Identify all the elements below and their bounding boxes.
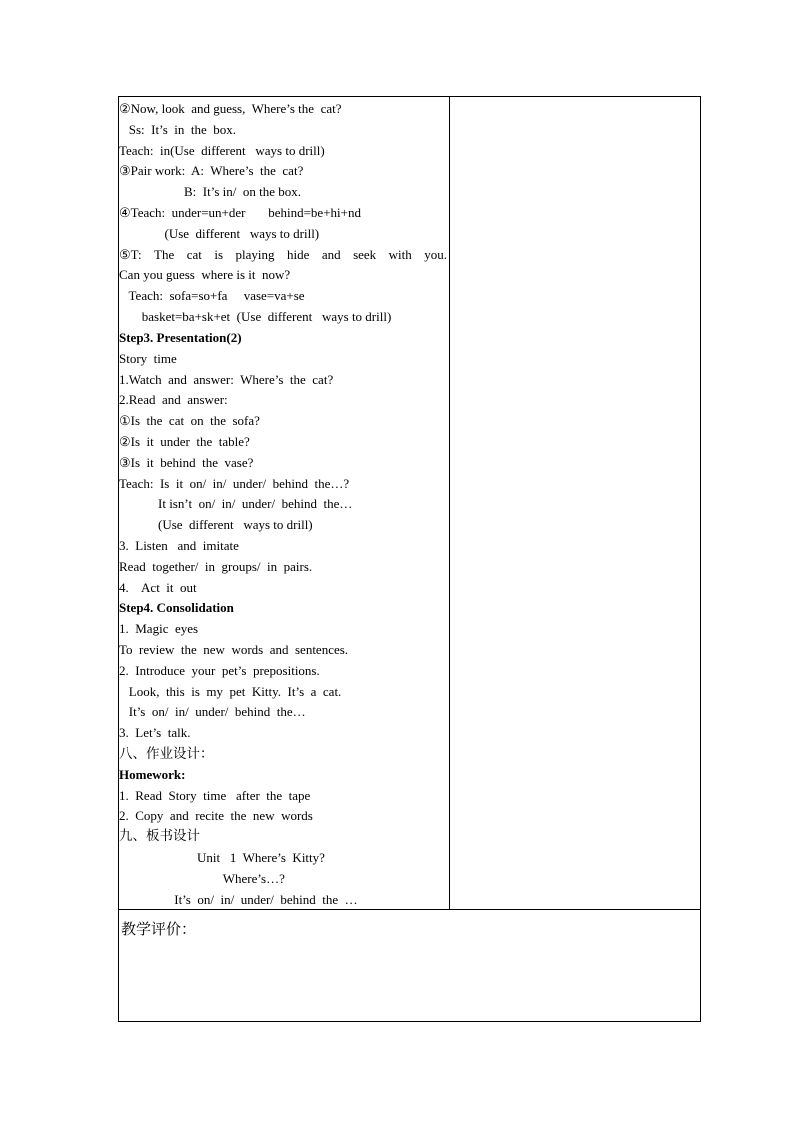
step-heading: Step3. Presentation(2) <box>119 330 242 345</box>
word: is <box>214 247 224 262</box>
text-line: (Use different ways to drill) <box>119 226 320 241</box>
board-line: Where’s…? <box>119 871 285 886</box>
evaluation-label: 教学评价： <box>121 920 197 938</box>
text-line: 1. Read Story time after the tape <box>119 788 311 803</box>
text-line: 3. Let’s talk. <box>119 725 191 740</box>
text-line: 4. Act it out <box>119 580 197 595</box>
evaluation-row <box>119 910 700 1021</box>
board-title: Unit 1 Where’s Kitty? <box>119 850 325 865</box>
word: seek <box>353 247 377 262</box>
word: and <box>321 247 341 262</box>
word: cat <box>186 247 202 262</box>
text-line: Ss: It’s in the box. <box>119 122 237 137</box>
text-line: ④Teach: under=un+der behind=be+hi+nd <box>119 205 361 220</box>
word: The <box>154 247 175 262</box>
text-line: ①Is the cat on the sofa? <box>119 413 260 428</box>
text-line: Can you guess where is it now? <box>119 267 291 282</box>
text-line: basket=ba+sk+et (Use different ways to drill) <box>119 309 392 324</box>
text-line: 2. Introduce your pet’s prepositions. <box>119 663 320 678</box>
text-line: Teach: Is it on/ in/ under/ behind the…? <box>119 476 350 491</box>
text-line: 2. Copy and recite the new words <box>119 808 313 823</box>
justified-line <box>119 245 447 265</box>
text-line: B: It’s in/ on the box. <box>119 184 301 199</box>
step-heading: Step4. Consolidation <box>119 600 234 615</box>
section-heading: 八、作业设计： <box>119 746 214 762</box>
text-line: It’s on/ in/ under/ behind the… <box>119 704 306 719</box>
text-line: It isn’t on/ in/ under/ behind the… <box>119 496 353 511</box>
text-line: 1.Watch and answer: Where’s the cat? <box>119 372 334 387</box>
text-line: 3. Listen and imitate <box>119 538 239 553</box>
text-line: ②Is it under the table? <box>119 434 250 449</box>
text-line: (Use different ways to drill) <box>119 517 313 532</box>
teaching-procedure-cell <box>119 97 449 909</box>
word: you. <box>424 247 447 262</box>
content-row <box>119 97 700 910</box>
text-line: 2.Read and answer: <box>119 392 228 407</box>
word: ⑤T: <box>119 247 142 262</box>
text-line: Story time <box>119 351 177 366</box>
text-line: To review the new words and sentences. <box>119 642 349 657</box>
board-line: It’s on/ in/ under/ behind the … <box>119 892 358 907</box>
section-heading: 九、板书设计 <box>119 828 200 844</box>
word: hide <box>286 247 310 262</box>
text-line: ②Now, look and guess, Where’s the cat? <box>119 101 342 116</box>
notes-cell <box>449 97 701 909</box>
text-line: ③Is it behind the vase? <box>119 455 254 470</box>
text-line: 1. Magic eyes <box>119 621 199 636</box>
text-line: ③Pair work: A: Where’s the cat? <box>119 163 304 178</box>
text-line: Teach: in(Use different ways to drill) <box>119 143 325 158</box>
word: with <box>388 247 412 262</box>
text-line: Read together/ in groups/ in pairs. <box>119 559 313 574</box>
text-line: Teach: sofa=so+fa vase=va+se <box>119 288 305 303</box>
text-line: Look, this is my pet Kitty. It’s a cat. <box>119 684 342 699</box>
lesson-table <box>118 96 701 1022</box>
word: playing <box>235 247 275 262</box>
homework-heading: Homework: <box>119 767 186 782</box>
